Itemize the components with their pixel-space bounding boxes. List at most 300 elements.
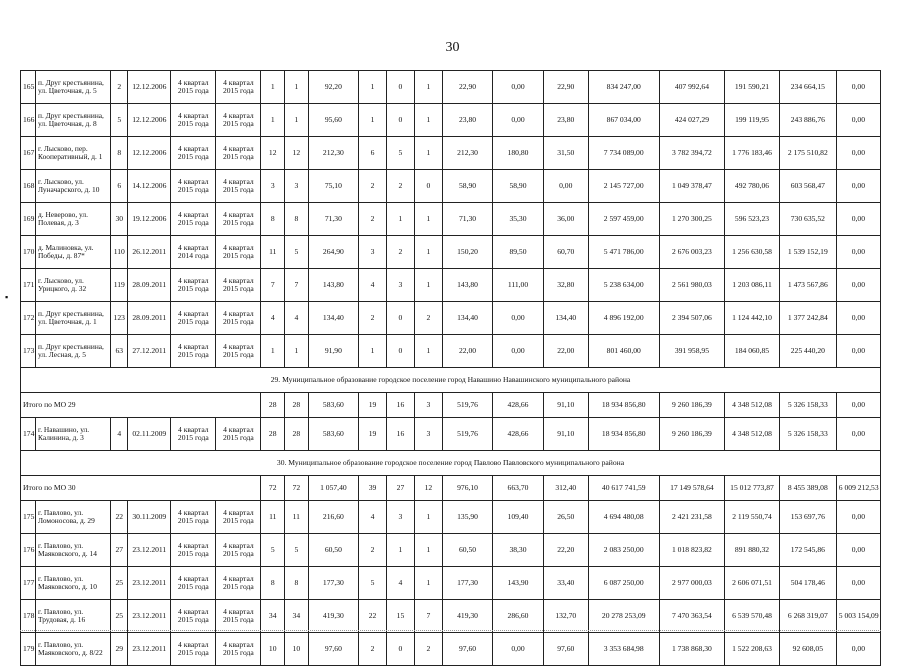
cell-extra-funds: 5 003 154,09 [836, 600, 880, 633]
cell-plan-quarter: 4 квартал 2015 года [171, 302, 216, 335]
total-row [21, 393, 881, 418]
total-total-area: 1 057,40 [308, 476, 358, 501]
cell-total-area: 419,30 [308, 600, 358, 633]
cell-residents-count: 12 [261, 137, 285, 170]
cell-resettle-quarter: 4 квартал 2015 года [216, 534, 261, 567]
cell-total-area: 583,60 [308, 418, 358, 451]
cell-area-municipal: 22,20 [543, 534, 588, 567]
cell-residents-count: 8 [261, 203, 285, 236]
total-residents-count: 72 [261, 476, 285, 501]
cell-local-share: 172 545,86 [779, 534, 836, 567]
cell-residents-count: 11 [261, 236, 285, 269]
cell-area-total: 58,90 [442, 170, 492, 203]
cell-extra-funds: 0,00 [836, 170, 880, 203]
cell-area-total: 22,00 [442, 335, 492, 368]
cell-cost-total: 4 896 192,00 [588, 302, 659, 335]
cell-address: д. Неверово, ул. Полевая, д. 3 [36, 203, 111, 236]
cell-area-municipal: 22,00 [543, 335, 588, 368]
cell-premises-municipal: 1 [414, 567, 442, 600]
total-premises-total: 39 [359, 476, 387, 501]
cell-premises-total: 4 [359, 501, 387, 534]
cell-residents-count: 11 [261, 501, 285, 534]
cell-plan-quarter: 4 квартал 2015 года [171, 567, 216, 600]
cell-cost-total: 2 597 459,00 [588, 203, 659, 236]
cell-doc-number: 5 [111, 104, 128, 137]
table-row [21, 534, 881, 567]
cell-doc-date: 12.12.2006 [128, 104, 171, 137]
total-premises-municipal: 3 [414, 393, 442, 418]
cell-premises-private: 0 [387, 104, 415, 137]
cell-area-municipal: 91,10 [543, 418, 588, 451]
cell-extra-funds: 0,00 [836, 501, 880, 534]
cell-area-total: 150,20 [442, 236, 492, 269]
cell-total-area: 216,60 [308, 501, 358, 534]
cell-premises-private: 16 [387, 418, 415, 451]
cell-plan-quarter: 4 квартал 2015 года [171, 534, 216, 567]
cell-doc-date: 23.12.2011 [128, 567, 171, 600]
cell-resettled-count: 7 [285, 269, 309, 302]
cell-row-number: 178 [21, 600, 36, 633]
cell-area-total: 177,30 [442, 567, 492, 600]
cell-local-share: 1 377 242,84 [779, 302, 836, 335]
cell-extra-funds: 0,00 [836, 633, 880, 666]
cell-total-area: 91,90 [308, 335, 358, 368]
cell-doc-number: 8 [111, 137, 128, 170]
total-premises-private: 27 [387, 476, 415, 501]
cell-extra-funds: 0,00 [836, 418, 880, 451]
cell-doc-date: 26.12.2011 [128, 236, 171, 269]
total-premises-municipal: 12 [414, 476, 442, 501]
cell-premises-private: 0 [387, 302, 415, 335]
cell-resettled-count: 1 [285, 335, 309, 368]
cell-extra-funds: 0,00 [836, 335, 880, 368]
cell-row-number: 174 [21, 418, 36, 451]
total-premises-private: 16 [387, 393, 415, 418]
cell-residents-count: 10 [261, 633, 285, 666]
total-extra-funds: 0,00 [836, 393, 880, 418]
total-extra-funds: 6 009 212,53 [836, 476, 880, 501]
cell-fund-share: 2 676 003,23 [659, 236, 724, 269]
cell-total-area: 177,30 [308, 567, 358, 600]
cell-premises-private: 0 [387, 633, 415, 666]
cell-row-number: 167 [21, 137, 36, 170]
cell-row-number: 166 [21, 104, 36, 137]
cell-fund-share: 391 958,95 [659, 335, 724, 368]
cell-premises-private: 0 [387, 335, 415, 368]
cell-total-area: 71,30 [308, 203, 358, 236]
cell-address: г. Павлово, ул. Маяковского, д. 10 [36, 567, 111, 600]
cell-resettle-quarter: 4 квартал 2015 года [216, 501, 261, 534]
cell-premises-total: 5 [359, 567, 387, 600]
cell-address: г. Павлово, ул. Маяковского, д. 14 [36, 534, 111, 567]
cell-area-total: 71,30 [442, 203, 492, 236]
cell-address: г. Павлово, ул. Ломоносова, д. 29 [36, 501, 111, 534]
cell-doc-number: 6 [111, 170, 128, 203]
cell-cost-total: 867 034,00 [588, 104, 659, 137]
cell-doc-number: 25 [111, 600, 128, 633]
cell-plan-quarter: 4 квартал 2015 года [171, 600, 216, 633]
cell-fund-share: 2 561 980,03 [659, 269, 724, 302]
cell-residents-count: 1 [261, 71, 285, 104]
cell-premises-municipal: 0 [414, 170, 442, 203]
cell-doc-number: 110 [111, 236, 128, 269]
cell-premises-municipal: 1 [414, 335, 442, 368]
cell-doc-number: 29 [111, 633, 128, 666]
cell-address: г. Лысково, ул. Урицкого, д. 32 [36, 269, 111, 302]
cell-premises-total: 2 [359, 534, 387, 567]
register-table [20, 70, 881, 666]
cell-premises-private: 5 [387, 137, 415, 170]
cell-resettled-count: 3 [285, 170, 309, 203]
cell-premises-private: 1 [387, 203, 415, 236]
table-row [21, 203, 881, 236]
cell-area-private: 180,80 [493, 137, 543, 170]
cell-resettle-quarter: 4 квартал 2015 года [216, 269, 261, 302]
cell-cost-total: 18 934 856,80 [588, 418, 659, 451]
cell-total-area: 75,10 [308, 170, 358, 203]
cell-doc-number: 25 [111, 567, 128, 600]
cell-premises-private: 15 [387, 600, 415, 633]
cell-premises-private: 0 [387, 71, 415, 104]
cell-area-private: 38,30 [493, 534, 543, 567]
cell-local-share: 603 568,47 [779, 170, 836, 203]
total-label: Итого по МО 30 [21, 476, 261, 501]
total-total-area: 583,60 [308, 393, 358, 418]
cell-area-total: 23,80 [442, 104, 492, 137]
table-row [21, 269, 881, 302]
cell-area-private: 286,60 [493, 600, 543, 633]
table-row [21, 302, 881, 335]
section-title-30: 30. Муниципальное образование городское поселение город Павлово Павловского муниципального района [21, 451, 881, 476]
cell-residents-count: 4 [261, 302, 285, 335]
cell-total-area: 92,20 [308, 71, 358, 104]
cell-doc-date: 23.12.2011 [128, 633, 171, 666]
cell-premises-municipal: 1 [414, 203, 442, 236]
cell-doc-date: 28.09.2011 [128, 302, 171, 335]
cell-resettle-quarter: 4 квартал 2015 года [216, 418, 261, 451]
cell-plan-quarter: 4 квартал 2014 года [171, 236, 216, 269]
cell-residents-count: 1 [261, 104, 285, 137]
cell-row-number: 169 [21, 203, 36, 236]
cell-area-municipal: 33,40 [543, 567, 588, 600]
cell-regional-share: 492 780,06 [725, 170, 780, 203]
page-number: 30 [445, 40, 460, 55]
cell-fund-share: 2 977 000,03 [659, 567, 724, 600]
table-row [21, 236, 881, 269]
cell-area-total: 134,40 [442, 302, 492, 335]
cell-plan-quarter: 4 квартал 2015 года [171, 633, 216, 666]
cell-area-private: 0,00 [493, 71, 543, 104]
rows-group-a [21, 71, 881, 368]
total-cost-total: 18 934 856,80 [588, 393, 659, 418]
table-row [21, 170, 881, 203]
cell-regional-share: 891 880,32 [725, 534, 780, 567]
cell-resettle-quarter: 4 квартал 2015 года [216, 567, 261, 600]
cell-extra-funds: 0,00 [836, 104, 880, 137]
cell-regional-share: 2 606 071,51 [725, 567, 780, 600]
margin-mark: ▪ [5, 292, 9, 302]
table-row [21, 567, 881, 600]
cell-residents-count: 1 [261, 335, 285, 368]
cell-doc-date: 14.12.2006 [128, 170, 171, 203]
cell-fund-share: 9 260 186,39 [659, 418, 724, 451]
cell-row-number: 177 [21, 567, 36, 600]
cell-regional-share: 596 523,23 [725, 203, 780, 236]
cell-premises-private: 2 [387, 236, 415, 269]
cell-premises-private: 1 [387, 534, 415, 567]
cell-premises-total: 2 [359, 302, 387, 335]
cell-resettle-quarter: 4 квартал 2015 года [216, 236, 261, 269]
cell-area-private: 109,40 [493, 501, 543, 534]
cell-area-municipal: 26,50 [543, 501, 588, 534]
cell-premises-municipal: 1 [414, 104, 442, 137]
cell-area-private: 89,50 [493, 236, 543, 269]
cell-extra-funds: 0,00 [836, 534, 880, 567]
total-local-share: 8 455 389,08 [779, 476, 836, 501]
cell-local-share: 1 539 152,19 [779, 236, 836, 269]
cell-premises-municipal: 1 [414, 236, 442, 269]
total-resettled-count: 28 [285, 393, 309, 418]
cell-premises-total: 6 [359, 137, 387, 170]
cell-local-share: 153 697,76 [779, 501, 836, 534]
cell-extra-funds: 0,00 [836, 71, 880, 104]
cell-resettled-count: 5 [285, 236, 309, 269]
page-bottom-edge [20, 630, 881, 635]
cell-plan-quarter: 4 квартал 2015 года [171, 418, 216, 451]
cell-doc-date: 12.12.2006 [128, 137, 171, 170]
cell-plan-quarter: 4 квартал 2015 года [171, 203, 216, 236]
cell-premises-municipal: 7 [414, 600, 442, 633]
cell-plan-quarter: 4 квартал 2015 года [171, 501, 216, 534]
cell-area-total: 519,76 [442, 418, 492, 451]
cell-row-number: 173 [21, 335, 36, 368]
cell-local-share: 5 326 158,33 [779, 418, 836, 451]
cell-resettled-count: 10 [285, 633, 309, 666]
total-premises-total: 19 [359, 393, 387, 418]
cell-area-municipal: 0,00 [543, 170, 588, 203]
cell-doc-date: 02.11.2009 [128, 418, 171, 451]
cell-doc-date: 19.12.2006 [128, 203, 171, 236]
cell-regional-share: 1 522 208,63 [725, 633, 780, 666]
cell-regional-share: 4 348 512,08 [725, 418, 780, 451]
cell-area-municipal: 32,80 [543, 269, 588, 302]
cell-premises-private: 3 [387, 501, 415, 534]
cell-total-area: 143,80 [308, 269, 358, 302]
cell-fund-share: 407 992,64 [659, 71, 724, 104]
cell-plan-quarter: 4 квартал 2015 года [171, 335, 216, 368]
cell-plan-quarter: 4 квартал 2015 года [171, 137, 216, 170]
cell-resettled-count: 8 [285, 203, 309, 236]
cell-premises-municipal: 1 [414, 137, 442, 170]
cell-area-private: 428,66 [493, 418, 543, 451]
cell-cost-total: 2 145 727,00 [588, 170, 659, 203]
total-fund-share: 9 260 186,39 [659, 393, 724, 418]
cell-resettle-quarter: 4 квартал 2015 года [216, 600, 261, 633]
cell-fund-share: 1 018 823,82 [659, 534, 724, 567]
cell-local-share: 730 635,52 [779, 203, 836, 236]
cell-resettle-quarter: 4 квартал 2015 года [216, 170, 261, 203]
cell-area-municipal: 23,80 [543, 104, 588, 137]
cell-premises-total: 3 [359, 236, 387, 269]
table-row [21, 104, 881, 137]
cell-doc-date: 30.11.2009 [128, 501, 171, 534]
cell-fund-share: 1 270 300,25 [659, 203, 724, 236]
cell-local-share: 243 886,76 [779, 104, 836, 137]
total-regional-share: 4 348 512,08 [725, 393, 780, 418]
cell-local-share: 1 473 567,86 [779, 269, 836, 302]
cell-address: п. Друг крестьянина, ул. Цветочная, д. 5 [36, 71, 111, 104]
cell-plan-quarter: 4 квартал 2015 года [171, 170, 216, 203]
cell-cost-total: 5 471 786,00 [588, 236, 659, 269]
cell-premises-total: 1 [359, 71, 387, 104]
cell-cost-total: 4 694 480,08 [588, 501, 659, 534]
cell-resettled-count: 12 [285, 137, 309, 170]
cell-premises-total: 19 [359, 418, 387, 451]
cell-area-municipal: 36,00 [543, 203, 588, 236]
total-area-total: 519,76 [442, 393, 492, 418]
cell-regional-share: 2 119 550,74 [725, 501, 780, 534]
cell-area-total: 22,90 [442, 71, 492, 104]
total-area-municipal: 91,10 [543, 393, 588, 418]
table-row [21, 633, 881, 666]
cell-total-area: 134,40 [308, 302, 358, 335]
cell-premises-total: 1 [359, 335, 387, 368]
cell-cost-total: 6 087 250,00 [588, 567, 659, 600]
cell-area-private: 143,90 [493, 567, 543, 600]
cell-row-number: 170 [21, 236, 36, 269]
total-regional-share: 15 012 773,87 [725, 476, 780, 501]
cell-area-municipal: 132,70 [543, 600, 588, 633]
cell-regional-share: 1 256 630,58 [725, 236, 780, 269]
cell-address: п. Друг крестьянина, ул. Лесная, д. 5 [36, 335, 111, 368]
cell-premises-total: 2 [359, 170, 387, 203]
cell-resettle-quarter: 4 квартал 2015 года [216, 302, 261, 335]
cell-local-share: 6 268 319,07 [779, 600, 836, 633]
cell-area-municipal: 134,40 [543, 302, 588, 335]
cell-regional-share: 199 119,95 [725, 104, 780, 137]
total-row [21, 476, 881, 501]
cell-cost-total: 5 238 634,00 [588, 269, 659, 302]
cell-residents-count: 3 [261, 170, 285, 203]
cell-regional-share: 184 060,85 [725, 335, 780, 368]
cell-fund-share: 2 421 231,58 [659, 501, 724, 534]
cell-area-total: 419,30 [442, 600, 492, 633]
cell-extra-funds: 0,00 [836, 137, 880, 170]
cell-regional-share: 1 776 183,46 [725, 137, 780, 170]
cell-area-private: 0,00 [493, 104, 543, 137]
cell-doc-date: 23.12.2011 [128, 534, 171, 567]
cell-premises-municipal: 1 [414, 269, 442, 302]
cell-doc-number: 63 [111, 335, 128, 368]
cell-extra-funds: 0,00 [836, 269, 880, 302]
cell-cost-total: 20 278 253,09 [588, 600, 659, 633]
cell-doc-number: 27 [111, 534, 128, 567]
cell-address: г. Лысково, пер. Кооперативный, д. 1 [36, 137, 111, 170]
cell-resettle-quarter: 4 квартал 2015 года [216, 633, 261, 666]
cell-cost-total: 3 353 684,98 [588, 633, 659, 666]
cell-fund-share: 1 049 378,47 [659, 170, 724, 203]
cell-premises-municipal: 2 [414, 633, 442, 666]
cell-doc-number: 4 [111, 418, 128, 451]
cell-local-share: 504 178,46 [779, 567, 836, 600]
cell-resettled-count: 1 [285, 104, 309, 137]
cell-extra-funds: 0,00 [836, 567, 880, 600]
cell-total-area: 264,90 [308, 236, 358, 269]
cell-premises-municipal: 1 [414, 71, 442, 104]
total-residents-count: 28 [261, 393, 285, 418]
cell-address: д. Малиновка, ул. Победы, д. 87* [36, 236, 111, 269]
section-29-body [21, 393, 881, 451]
total-fund-share: 17 149 578,64 [659, 476, 724, 501]
cell-total-area: 95,60 [308, 104, 358, 137]
cell-area-private: 111,00 [493, 269, 543, 302]
table-row [21, 335, 881, 368]
cell-regional-share: 1 124 442,10 [725, 302, 780, 335]
cell-plan-quarter: 4 квартал 2015 года [171, 269, 216, 302]
cell-total-area: 212,30 [308, 137, 358, 170]
cell-regional-share: 6 539 570,48 [725, 600, 780, 633]
cell-fund-share: 424 027,29 [659, 104, 724, 137]
cell-address: п. Друг крестьянина, ул. Цветочная, д. 1 [36, 302, 111, 335]
cell-premises-total: 2 [359, 203, 387, 236]
cell-resettled-count: 8 [285, 567, 309, 600]
cell-premises-total: 4 [359, 269, 387, 302]
cell-row-number: 171 [21, 269, 36, 302]
section-30 [21, 451, 881, 476]
cell-area-total: 212,30 [442, 137, 492, 170]
cell-premises-private: 3 [387, 269, 415, 302]
cell-fund-share: 3 782 394,72 [659, 137, 724, 170]
cell-premises-total: 1 [359, 104, 387, 137]
cell-row-number: 179 [21, 633, 36, 666]
cell-extra-funds: 0,00 [836, 203, 880, 236]
cell-premises-private: 2 [387, 170, 415, 203]
total-area-private: 428,66 [493, 393, 543, 418]
cell-doc-number: 123 [111, 302, 128, 335]
cell-doc-number: 119 [111, 269, 128, 302]
cell-area-total: 60,50 [442, 534, 492, 567]
cell-row-number: 165 [21, 71, 36, 104]
cell-premises-private: 4 [387, 567, 415, 600]
total-area-private: 663,70 [493, 476, 543, 501]
cell-resettle-quarter: 4 квартал 2015 года [216, 335, 261, 368]
cell-area-municipal: 60,70 [543, 236, 588, 269]
cell-residents-count: 7 [261, 269, 285, 302]
cell-doc-date: 27.12.2011 [128, 335, 171, 368]
cell-local-share: 234 664,15 [779, 71, 836, 104]
cell-total-area: 97,60 [308, 633, 358, 666]
total-area-municipal: 312,40 [543, 476, 588, 501]
cell-doc-date: 12.12.2006 [128, 71, 171, 104]
cell-local-share: 2 175 510,82 [779, 137, 836, 170]
total-cost-total: 40 617 741,59 [588, 476, 659, 501]
cell-area-municipal: 31,50 [543, 137, 588, 170]
cell-premises-municipal: 3 [414, 418, 442, 451]
cell-premises-municipal: 2 [414, 302, 442, 335]
cell-doc-number: 2 [111, 71, 128, 104]
cell-total-area: 60,50 [308, 534, 358, 567]
cell-area-total: 135,90 [442, 501, 492, 534]
cell-local-share: 225 440,20 [779, 335, 836, 368]
cell-extra-funds: 0,00 [836, 236, 880, 269]
cell-local-share: 92 608,05 [779, 633, 836, 666]
section-29 [21, 368, 881, 393]
cell-premises-municipal: 1 [414, 534, 442, 567]
cell-fund-share: 1 738 868,30 [659, 633, 724, 666]
cell-area-private: 35,30 [493, 203, 543, 236]
cell-area-private: 0,00 [493, 302, 543, 335]
table-row [21, 71, 881, 104]
